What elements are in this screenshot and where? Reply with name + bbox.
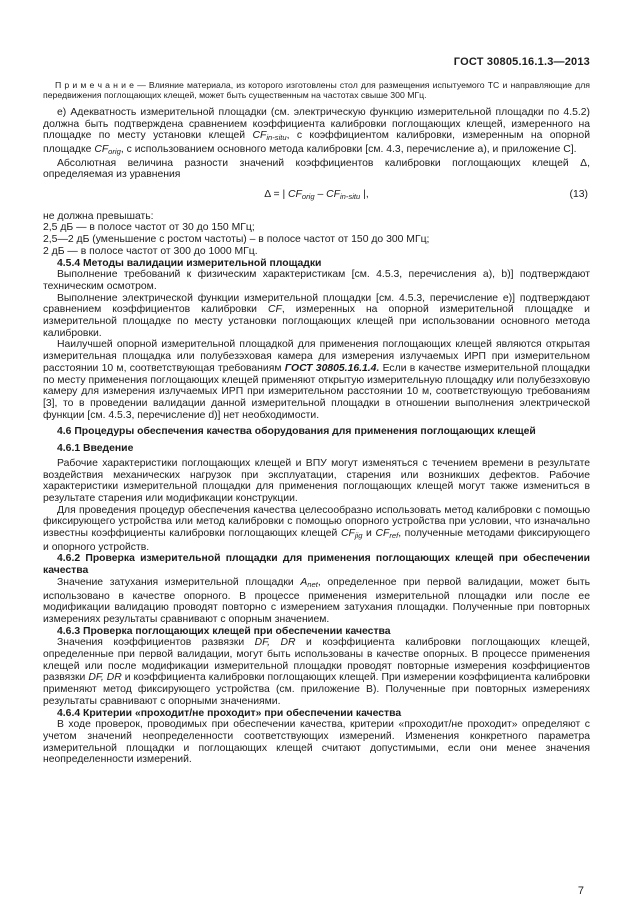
text-run: 4.6.3 Проверка поглощающих клещей при обеспечении качества	[57, 625, 391, 637]
text-run: Если в качестве измерительной площадки по месту применения поглощающих клещей применяют открытую измерительную площадку или полубезэховую камеру для измерения излучаемых ИРП при измерительном расстоянии 10 м, соответствующую требованиям [3], то в проведении валидации данной измерительной площадки в отношении выполнения электрической функции [см. 4.5.3, перечисление d)] нет необходимости.	[43, 362, 590, 421]
styled-text-run: CF	[326, 189, 340, 201]
styled-text-run: DF, DR	[254, 637, 296, 649]
styled-text-run: A	[300, 576, 308, 588]
text-run: , определенное при первой валидации, может быть использовано в качестве опорного. В процессе применения измерительной площадки или после ее модификации валидацию проводят повторно с измерением затухания площадки. Полученные при повторных измерениях результаты сравнивают с опорным значением.	[43, 576, 590, 625]
styled-text-run: ГОСТ 30805.16.1.4.	[284, 362, 380, 374]
text-run: 4.6.4 Критерии «проходит/не проходит» при обеспечении качества	[57, 707, 402, 719]
paragraph	[43, 234, 590, 246]
paragraph	[43, 339, 590, 421]
text-run: , полученные методами фиксирующего и опорного устройств.	[43, 528, 590, 553]
styled-text-run: jig	[354, 531, 363, 541]
paragraph	[43, 719, 590, 766]
text-run: е) Адекватность измерительной площадки (см. электрическую функцию измерительной площадки по 4.5.2) должна быть подтверждена сравнением коэффициента калибровки поглощающих клещей, измеренного на площадке по месту установки клещей	[43, 106, 590, 142]
styled-text-run: CF	[94, 143, 109, 155]
document-content	[43, 81, 590, 766]
text-run: П р и м е ч а н и е — Влияние материала, из которого изготовлены стол для размещения испытуемого ТС и направляющие для передвижения поглощающих клещей, может быть существенным на частотах свыше 300 МГц.	[43, 80, 590, 100]
section-heading	[43, 426, 590, 438]
text-run: и коэффициента калибровки поглощающих клещей. При измерении коэффициента калибровки применяют метод фиксирующего устройства (см. приложение B). Полученные при повторных измерениях результаты сравнивают с опорными значениями.	[43, 672, 590, 707]
text-run: 4.5.4 Методы валидации измерительной площадки	[57, 257, 322, 269]
text-run: Для проведения процедур обеспечения качества целесообразно использовать метод калибровки с помощью фиксирующего устройства или метод калибровки с помощью опорного устройства при условии, что изначально известны коэффициенты калибровки поглощающих клещей	[43, 504, 590, 540]
paragraph	[43, 211, 590, 223]
section-heading	[43, 553, 590, 576]
paragraph	[43, 637, 590, 707]
text-run: Выполнение требований к физическим характеристикам [см. 4.5.3, перечисления а), b)] подтверждают техническим осмотром.	[43, 269, 590, 292]
paragraph	[43, 222, 590, 234]
page-number: 7	[577, 885, 584, 897]
styled-text-run: orig	[301, 192, 315, 202]
styled-text-run: CF	[288, 189, 302, 201]
text-run: –	[314, 189, 327, 201]
styled-text-run: net	[307, 579, 318, 589]
paragraph	[43, 577, 590, 626]
text-run: Абсолютная величина разности значений коэффициентов калибровки поглощающих клещей Δ, определяемая из уравнения	[43, 157, 590, 181]
styled-text-run: ref	[389, 531, 399, 541]
text-run: , с коэффициентом калибровки, измеренным на опорной площадке	[43, 130, 591, 155]
text-run: Рабочие характеристики поглощающих клещей и ВПУ могут изменяться с течением времени в результате воздействия механических нагрузок при эксплуатации, старения или возникших дефектов. Рабочие характеристики измерительной площадки для применения поглощающих клещей могут также измениться в результате старения или модификации конструкции.	[43, 457, 590, 504]
text-run: 2,5 дБ — в полосе частот от 30 до 150 МГц;	[43, 222, 255, 234]
styled-text-run: DF, DR	[88, 672, 122, 684]
styled-text-run: CF	[375, 528, 390, 540]
text-run: В ходе проверок, проводимых при обеспечении качества, критерии «проходит/не проходит» определяют с учетом значений неопределенности соответствующих измерений. Изменения конкретного параметра измерительной площадки и поглощающих клещей считают допустимыми, если они менее значения неопределенности измерений.	[43, 719, 590, 766]
section-heading	[43, 708, 590, 720]
paragraph	[43, 107, 590, 158]
styled-text-run: CF	[252, 130, 267, 142]
styled-text-run: in-situ	[266, 133, 287, 143]
text-run: |,	[360, 189, 369, 201]
paragraph	[43, 158, 590, 181]
section-heading	[43, 443, 590, 455]
text-run: и	[362, 528, 376, 540]
text-run: не должна превышать:	[43, 210, 154, 222]
styled-text-run: in-situ	[340, 192, 361, 202]
text-run: Значения коэффициентов развязки	[57, 637, 255, 649]
section-heading	[43, 626, 590, 638]
text-run: , измеренных на опорной измерительной площадке и измерительной площадке по месту установки поглощающих клещей при использовании основного метода калибровки.	[43, 304, 590, 339]
styled-text-run: orig	[108, 146, 121, 156]
text-run: 2,5—2 дБ (уменьшение с ростом частоты) – в полосе частот от 150 до 300 МГц;	[43, 234, 430, 246]
text-run: Наилучшей опорной измерительной площадкой для применения поглощающих клещей являются открытая измерительная площадка или полубезэховая камера для измерения излучаемых ИРП при измерительном расстоянии 10 м, соответствующая требованиям	[43, 339, 590, 374]
equation-number: (13)	[569, 189, 588, 201]
document-footer	[578, 885, 584, 897]
paragraph	[43, 246, 590, 258]
paragraph	[43, 458, 590, 505]
paragraph	[43, 505, 590, 554]
text-run: 2 дБ — в полосе частот от 300 до 1000 МГц.	[43, 245, 258, 257]
styled-text-run: CF	[340, 528, 355, 540]
text-run: Δ = |	[264, 189, 289, 201]
text-run: и коэффициента калибровки поглощающих клещей, определенные при первой валидации, могут быть использованы в качестве опорных. В процессе применения клещей или после модификации измерительной площадки проводят повторные измерения коэффициентов развязки	[43, 637, 590, 684]
document-header	[43, 56, 590, 68]
standard-number: ГОСТ 30805.16.1.3—2013	[453, 56, 590, 68]
section-heading	[43, 258, 590, 270]
note-paragraph	[43, 81, 590, 101]
text-run: 4.6.2 Проверка измерительной площадки для применения поглощающих клещей при обеспечении качества	[43, 553, 590, 577]
text-run: 4.6.1 Введение	[57, 443, 134, 455]
styled-text-run: CF	[267, 304, 282, 316]
text-run: Значение затухания измерительной площадки	[57, 576, 301, 588]
paragraph	[43, 293, 590, 340]
text-run: Выполнение электрической функции измерительной площадки [см. 4.5.3, перечисление е)] подтверждают сравнением коэффициентов калибровки	[43, 292, 590, 316]
text-run: , с использованием основного метода калибровки [см. 4.3, перечисление а), и приложение C].	[120, 143, 577, 155]
paragraph	[43, 269, 590, 292]
text-run: 4.6 Процедуры обеспечения качества оборудования для применения поглощающих клещей	[57, 426, 536, 438]
equation	[43, 189, 590, 203]
